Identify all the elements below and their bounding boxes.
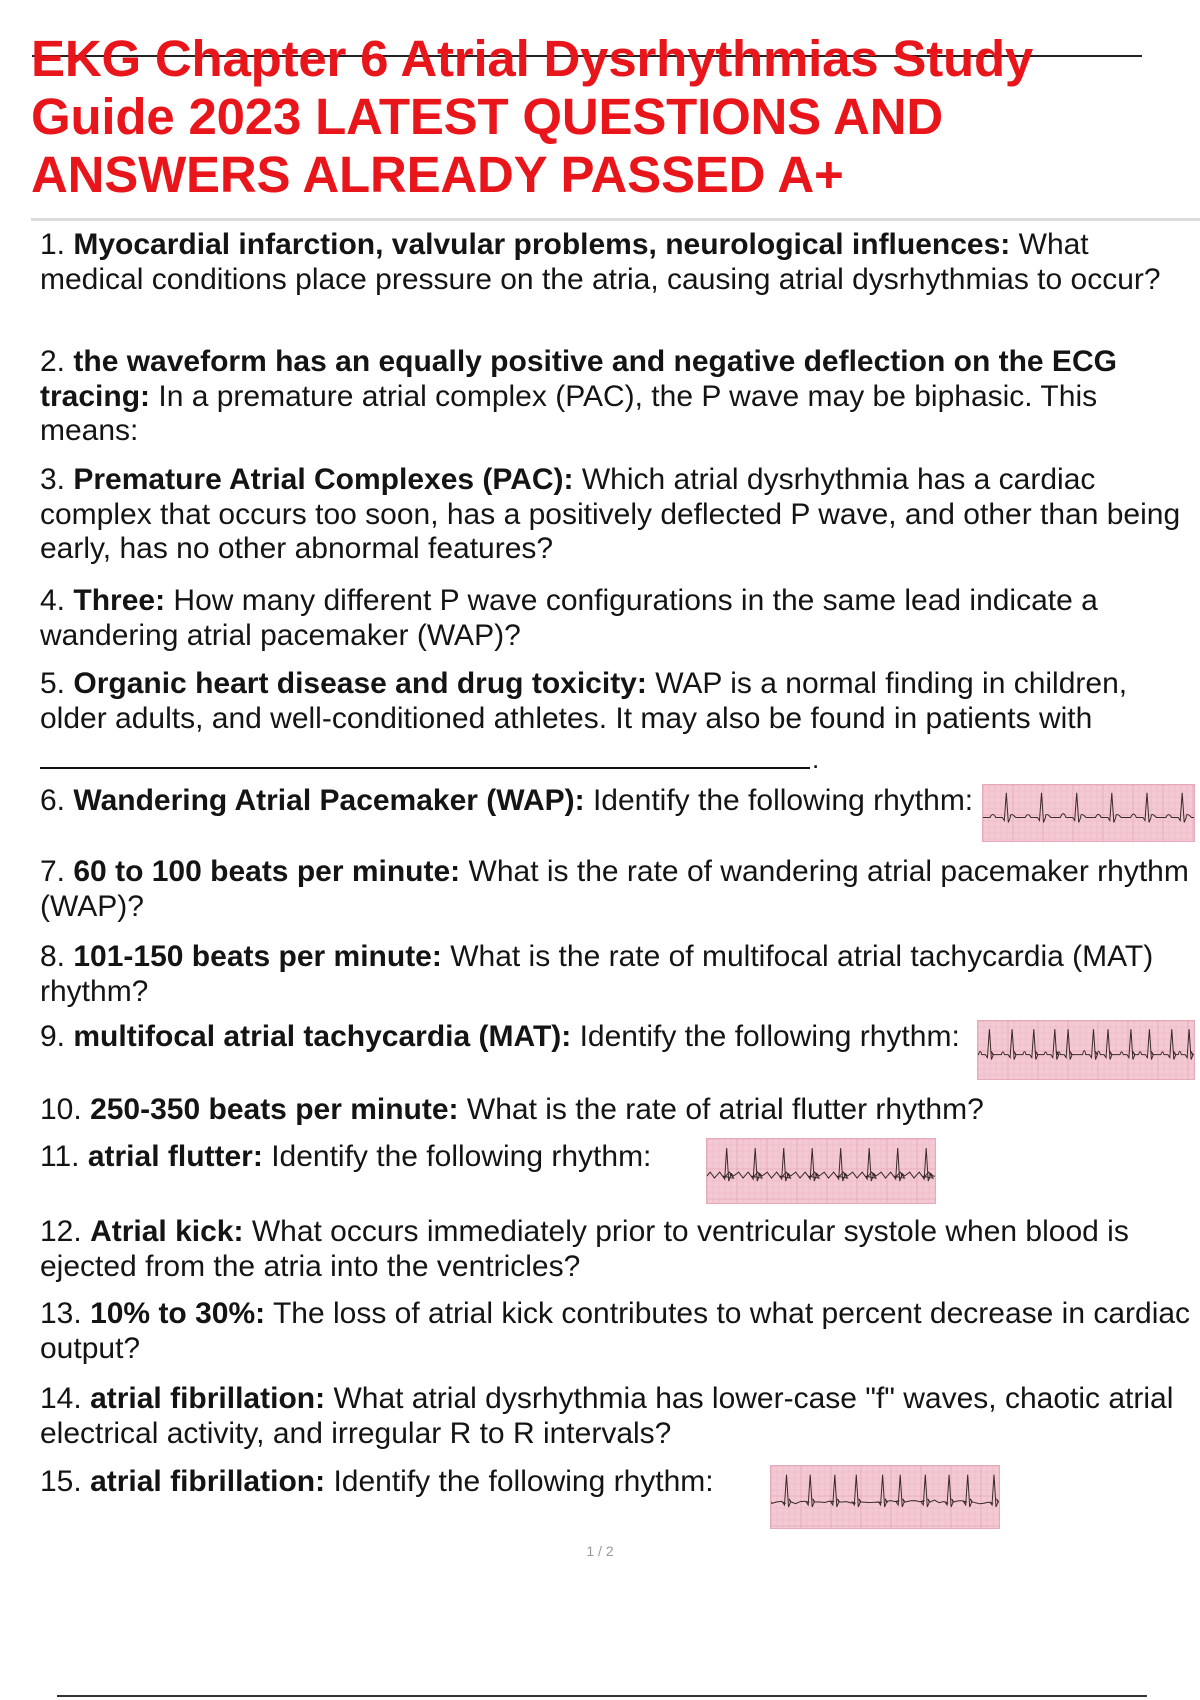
qa-item-11 [40,1140,700,1175]
qa-item-13 [40,1297,1195,1366]
item-number: 5. [40,667,66,700]
item-answer: 101-150 beats per minute: [73,940,442,973]
item-number: 3. [40,463,66,496]
item-number: 11. [40,1140,80,1173]
item-number: 12. [40,1215,82,1248]
item-number: 14. [40,1382,82,1415]
item-answer: 250-350 beats per minute: [90,1093,459,1126]
item-answer: multifocal atrial tachycardia (MAT): [73,1020,572,1053]
item-answer: Premature Atrial Complexes (PAC): [73,463,574,496]
ecg-trace-graphic [707,1139,935,1203]
item-question: What atrial dysrhythmia has lower-case "f" waves, chaotic atrial electrical activity, and irregular R to R intervals? [40,1382,1174,1450]
item-question: Identify the following rhythm: [579,1020,960,1053]
item-number: 2. [40,345,66,378]
qa-item-10 [40,1093,1195,1128]
ecg-strip-atrial-flutter [706,1138,936,1204]
qa-item-9 [40,1020,975,1055]
item-question: How many different P wave configurations in the same lead indicate a wandering atrial pacemaker (WAP)? [40,584,1098,652]
ecg-strip-atrial-fibrillation [770,1465,1000,1529]
item-question: Which atrial dysrhythmia has a cardiac complex that occurs too soon, has a positively deflected P wave, and other than being early, has no other abnormal features? [40,463,1181,565]
qa-item-2 [40,345,1195,449]
item-answer: Wandering Atrial Pacemaker (WAP): [73,784,585,817]
ecg-trace-graphic [771,1466,999,1528]
item-answer: atrial fibrillation: [90,1382,326,1415]
blank-period: . [812,744,820,774]
ecg-strip-mat [977,1020,1195,1080]
qa-item-3 [40,463,1195,567]
title-divider [31,218,1200,221]
item-question: The loss of atrial kick contributes to what percent decrease in cardiac output? [40,1297,1191,1365]
item-number: 7. [40,855,66,888]
ecg-trace-graphic [983,785,1194,841]
item-number: 10. [40,1093,82,1126]
item-question: What is the rate of atrial flutter rhythm? [466,1093,984,1126]
item-number: 13. [40,1297,82,1330]
item-number: 15. [40,1465,82,1498]
item-answer: Organic heart disease and drug toxicity: [73,667,647,700]
fill-in-blank-line [40,767,810,769]
ecg-strip-wap [982,784,1195,842]
item-answer: 60 to 100 beats per minute: [73,855,461,888]
qa-item-15 [40,1465,765,1500]
item-question: What medical conditions place pressure on the atria, causing atrial dysrhythmias to occur? [40,228,1161,296]
item-question: Identify the following rhythm: [592,784,974,817]
item-number: 8. [40,940,66,973]
qa-item-14 [40,1382,1195,1451]
footer-divider [57,1695,1147,1697]
ecg-trace-graphic [978,1021,1194,1079]
item-answer: atrial flutter: [87,1140,263,1173]
item-answer: Atrial kick: [90,1215,244,1248]
qa-item-12 [40,1215,1195,1284]
item-question: Identify the following rhythm: [333,1465,714,1498]
item-question: What is the rate of wandering atrial pacemaker rhythm (WAP)? [40,855,1189,923]
item-answer: the waveform has an equally positive and negative deflection on the ECG tracing: [40,345,1117,413]
qa-item-5 [40,667,1195,736]
item-answer: Myocardial infarction, valvular problems, neurological influences: [73,228,1011,261]
item-question: Identify the following rhythm: [271,1140,652,1173]
qa-item-7 [40,855,1195,924]
qa-item-8 [40,940,1195,1009]
item-answer: Three: [73,584,166,617]
item-number: 6. [40,784,66,817]
item-number: 9. [40,1020,66,1053]
page-indicator: 1 / 2 [586,1543,614,1559]
document-title: EKG Chapter 6 Atrial Dysrhythmias Study Guide 2023 LATEST QUESTIONS AND ANSWERS ALREADY PASSED A+ [31,30,1034,203]
qa-item-1 [40,228,1195,297]
item-answer: atrial fibrillation: [90,1465,326,1498]
item-question: WAP is a normal finding in children, older adults, and well-conditioned athletes. It may also be found in patients with [40,667,1128,735]
item-question: What occurs immediately prior to ventricular systole when blood is ejected from the atria into the ventricles? [40,1215,1129,1283]
item-number: 4. [40,584,66,617]
item-number: 1. [40,228,66,261]
qa-item-6 [40,784,980,819]
item-answer: 10% to 30%: [90,1297,266,1330]
item-question: In a premature atrial complex (PAC), the P wave may be biphasic. This means: [40,379,1098,447]
qa-item-4 [40,584,1195,653]
item-question: What is the rate of multifocal atrial tachycardia (MAT) rhythm? [40,940,1154,1008]
